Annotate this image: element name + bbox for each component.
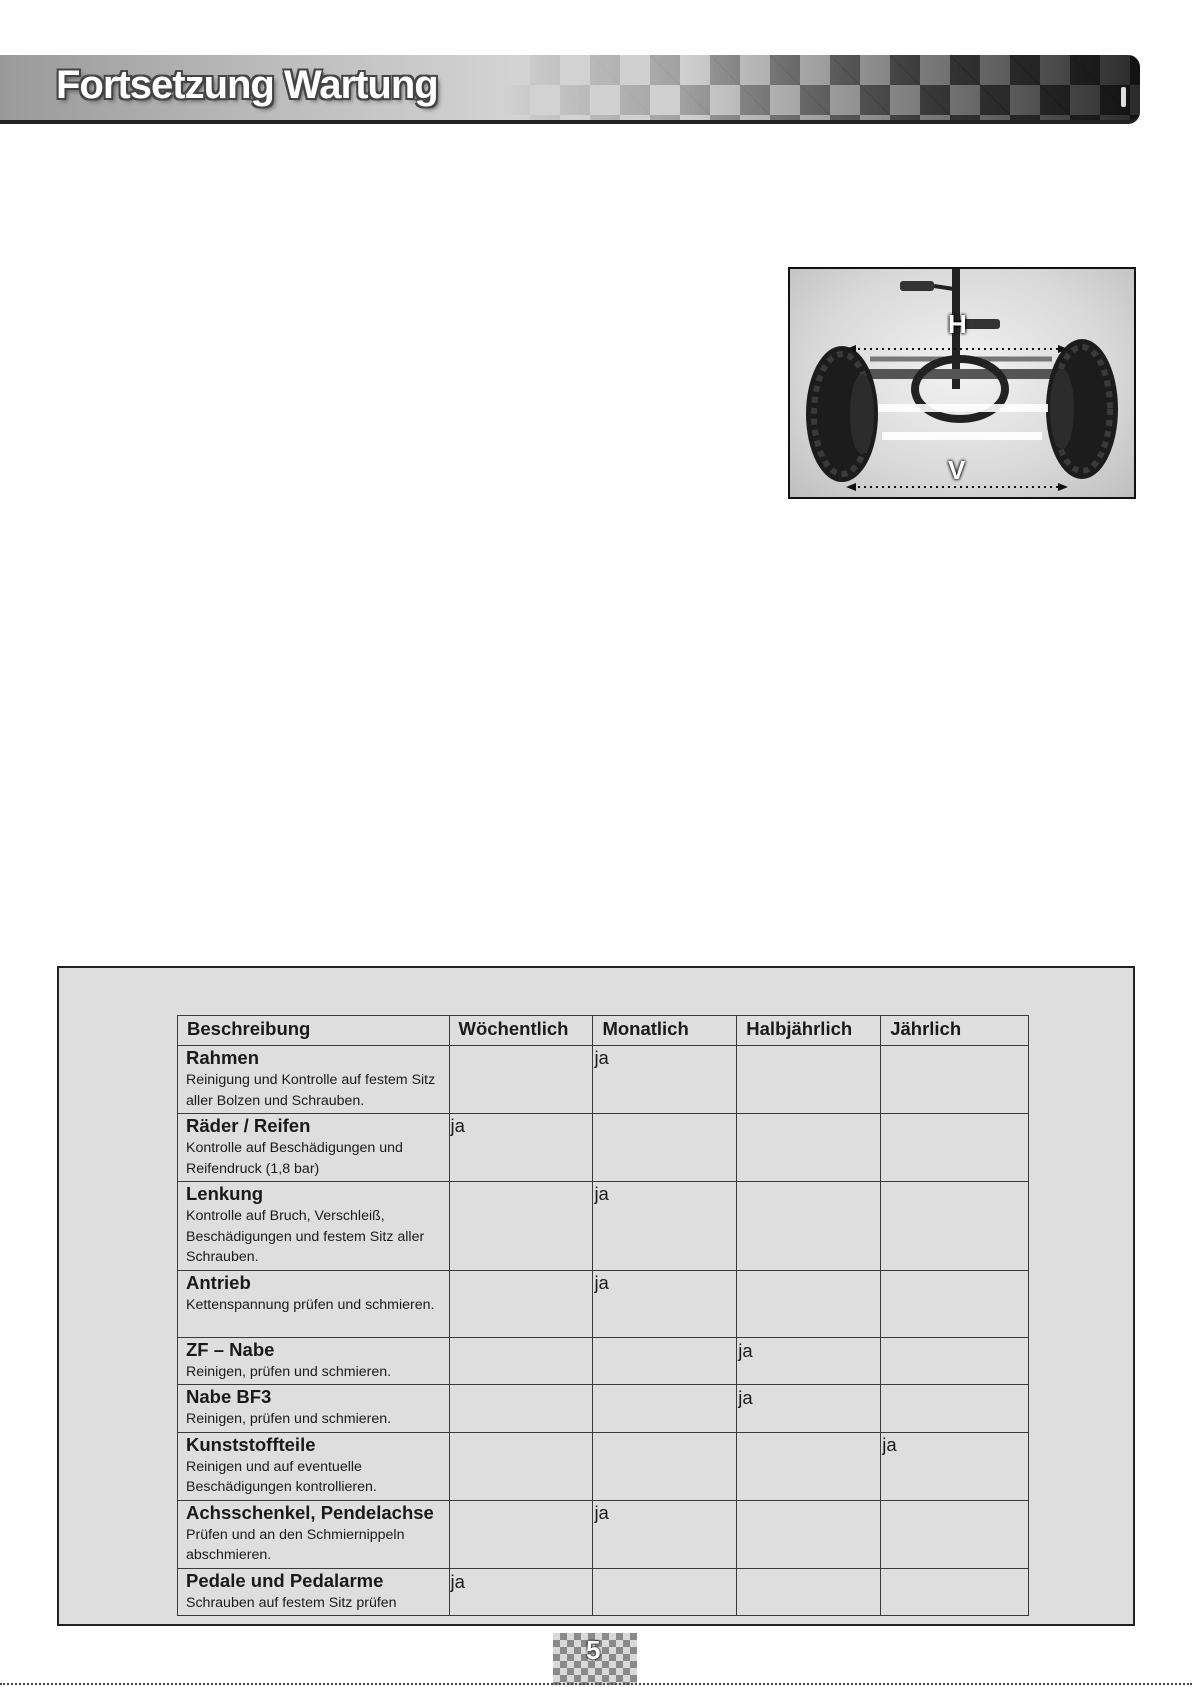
cell-halfyearly: ja	[737, 1337, 881, 1385]
cell-monthly	[593, 1385, 737, 1433]
cell-halfyearly	[737, 1046, 881, 1114]
cell-halfyearly	[737, 1270, 881, 1337]
label-h: H	[948, 309, 967, 339]
row-title: Nabe BF3	[186, 1386, 272, 1407]
header-monthly: Monatlich	[593, 1016, 737, 1046]
cell-yearly	[881, 1385, 1029, 1433]
header-weekly: Wöchentlich	[449, 1016, 593, 1046]
row-text: Reinigen, prüfen und schmieren.	[186, 1363, 392, 1380]
page-title: Fortsetzung Wartung	[56, 63, 438, 107]
row-text: Schrauben auf festem Sitz prüfen	[186, 1594, 397, 1611]
cell-yearly	[881, 1270, 1029, 1337]
table-row	[178, 1337, 1029, 1385]
cell-yearly	[881, 1568, 1029, 1616]
row-text: Prüfen und an den Schmiernippeln abschmieren.	[186, 1526, 405, 1563]
cell-weekly	[449, 1270, 593, 1337]
row-text: Reinigen, prüfen und schmieren.	[186, 1411, 392, 1427]
cell-halfyearly	[737, 1500, 881, 1568]
cell-halfyearly: ja	[737, 1385, 881, 1433]
row-title: Achsschenkel, Pendelachse	[186, 1501, 434, 1523]
toe-in-photo	[788, 267, 1136, 499]
table-row	[178, 1114, 1029, 1182]
row-description	[178, 1270, 450, 1337]
bottom-dotted-rule	[0, 1683, 1192, 1687]
cell-yearly	[881, 1114, 1029, 1182]
cell-yearly	[881, 1182, 1029, 1271]
cell-monthly	[593, 1432, 737, 1500]
checkered-flag-pattern	[500, 55, 1140, 120]
header-halfyearly: Halbjährlich	[737, 1016, 881, 1046]
header-yearly: Jährlich	[881, 1016, 1029, 1046]
cell-yearly	[881, 1337, 1029, 1385]
cell-halfyearly	[737, 1568, 881, 1616]
table-row	[178, 1046, 1029, 1114]
row-text: Reinigung und Kontrolle auf festem Sitz aller Bolzen und Schrauben.	[186, 1072, 436, 1109]
header-description: Beschreibung	[178, 1016, 450, 1046]
row-description	[178, 1500, 450, 1568]
cell-yearly	[881, 1046, 1029, 1114]
row-title: Antrieb	[186, 1271, 251, 1293]
cell-weekly	[449, 1385, 593, 1433]
cell-halfyearly	[737, 1114, 881, 1182]
page-number: 5	[586, 1635, 601, 1665]
table-row	[178, 1385, 1029, 1433]
cell-weekly: ja	[449, 1568, 593, 1616]
row-text: Kettenspannung prüfen und schmieren.	[186, 1296, 435, 1313]
cell-weekly	[449, 1432, 593, 1500]
cell-yearly	[881, 1500, 1029, 1568]
cell-halfyearly	[737, 1432, 881, 1500]
cell-monthly: ja	[593, 1182, 737, 1271]
banner-end-cap	[1121, 87, 1126, 107]
table-row	[178, 1182, 1029, 1271]
cell-monthly: ja	[593, 1500, 737, 1568]
cell-monthly	[593, 1568, 737, 1616]
table-row	[178, 1270, 1029, 1337]
row-description	[178, 1568, 450, 1616]
cell-weekly	[449, 1182, 593, 1271]
maintenance-panel	[57, 966, 1135, 1626]
cell-monthly: ja	[593, 1270, 737, 1337]
cell-halfyearly	[737, 1182, 881, 1271]
table-header-row	[178, 1016, 1029, 1046]
row-title: Lenkung	[186, 1183, 264, 1204]
cell-weekly	[449, 1046, 593, 1114]
row-description	[178, 1182, 450, 1271]
row-description	[178, 1046, 450, 1114]
row-title: ZF – Nabe	[186, 1338, 275, 1360]
row-description	[178, 1385, 450, 1433]
table-row	[178, 1500, 1029, 1568]
label-v: V	[948, 455, 966, 485]
row-title: Pedale und Pedalarme	[186, 1569, 384, 1591]
row-text: Kontrolle auf Bruch, Verschleiß, Beschädigungen und festem Sitz aller Schrauben.	[186, 1208, 425, 1265]
row-title: Kunststoffteile	[186, 1433, 316, 1455]
row-text: Kontrolle auf Beschädigungen und Reifendruck (1,8 bar)	[186, 1140, 403, 1177]
cell-monthly: ja	[593, 1046, 737, 1114]
row-description	[178, 1432, 450, 1500]
row-title: Räder / Reifen	[186, 1115, 311, 1136]
cell-monthly	[593, 1337, 737, 1385]
row-text: Reinigen und auf eventuelle Beschädigungen kontrollieren.	[186, 1458, 377, 1495]
row-description	[178, 1337, 450, 1385]
table-row	[178, 1432, 1029, 1500]
maintenance-schedule-table	[177, 1015, 1029, 1616]
cell-weekly	[449, 1337, 593, 1385]
cell-weekly	[449, 1500, 593, 1568]
table-row	[178, 1568, 1029, 1616]
row-description	[178, 1114, 450, 1182]
cell-monthly	[593, 1114, 737, 1182]
cell-weekly: ja	[449, 1114, 593, 1182]
section-header-banner	[0, 55, 1140, 124]
cell-yearly: ja	[881, 1432, 1029, 1500]
page-number-badge	[553, 1633, 637, 1685]
row-title: Rahmen	[186, 1047, 259, 1068]
